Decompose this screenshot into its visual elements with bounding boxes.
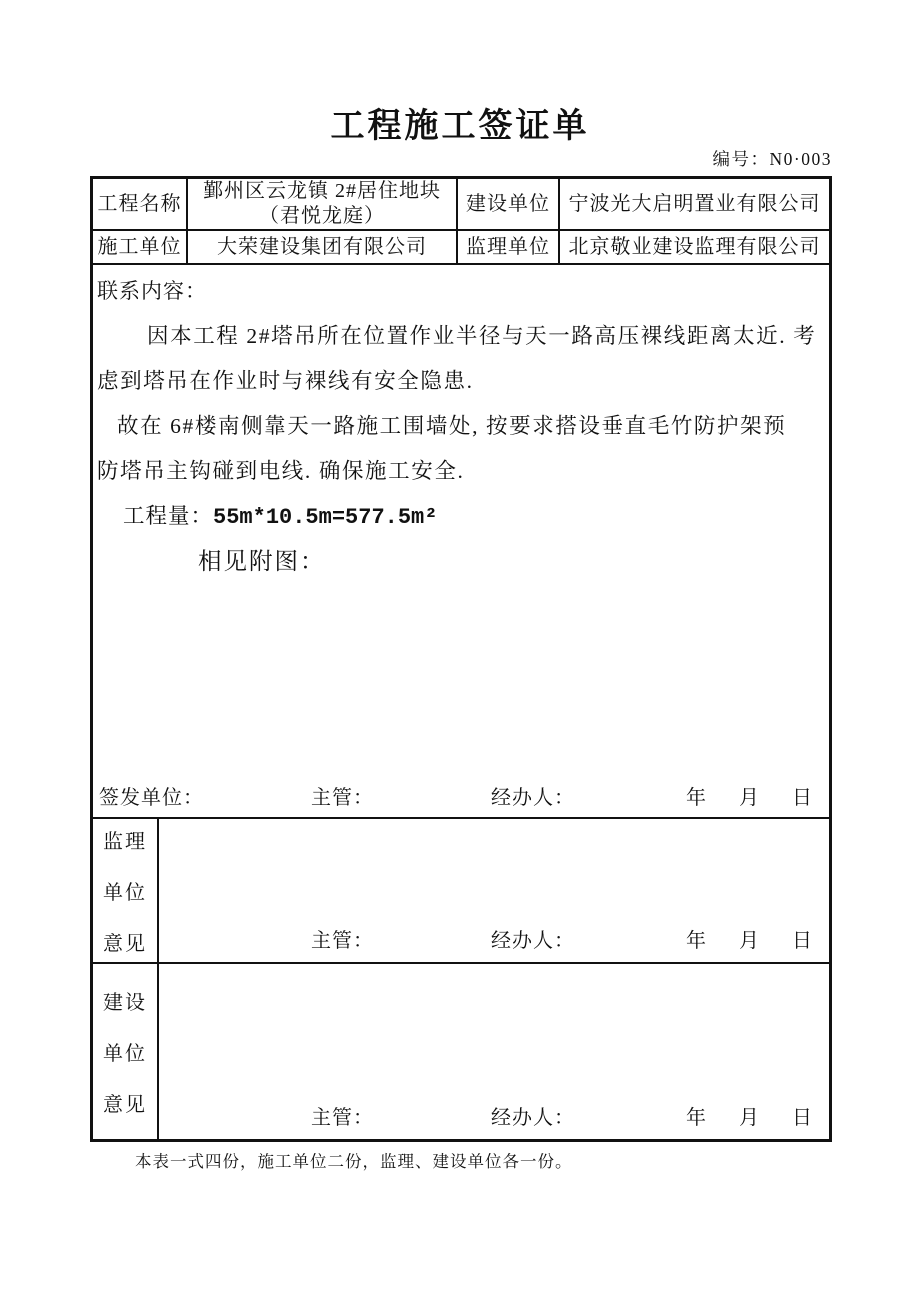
construction-month-label: 月 [739,1107,760,1129]
construction-day-label: 日 [792,1107,813,1129]
supervision-sign-line [159,924,829,952]
footer-note: 本表一式四份，施工单位二份，监理、建设单位各一份。 [135,1152,573,1171]
issue-sign-line [93,781,829,809]
project-name-line2: （君悦龙庭） [259,205,385,227]
supervision-opinion-body [159,819,829,962]
construction-opinion-row [93,964,829,1139]
supervision-handler-label: 经办人： [491,930,575,952]
construction-label-line1: 建设 [103,992,147,1014]
project-name-label: 工程名称 [93,179,188,229]
construction-manager-label: 主管： [311,1107,374,1129]
attachment-note: 相见附图： [198,549,326,575]
supervision-date-fields [686,924,813,953]
construction-handler-label: 经办人： [491,1107,575,1129]
quantity-value: 55m*10.5m=577.5m² [213,505,438,530]
project-name-value [188,179,458,229]
supervision-manager-label: 主管： [311,930,374,952]
document-number: 编号：N0·003 [712,149,832,169]
supervision-opinion-row [93,819,829,964]
issue-handler-label: 经办人： [491,787,575,809]
project-name-line1: 鄞州区云龙镇 2#居住地块 [203,180,441,202]
quantity-line [97,494,825,540]
header-row-project [93,179,829,231]
header-row-contractor [93,231,829,265]
construction-opinion-body [159,964,829,1139]
issue-month-label: 月 [739,787,760,809]
construction-unit-label: 建设单位 [458,179,560,229]
construction-year-label: 年 [686,1107,707,1129]
page-title: 工程施工签证单 [330,108,590,145]
paragraph2-line2: 防塔吊主钩碰到电线. 确保施工安全. [97,459,465,483]
supervision-label-line2: 单位 [103,882,147,904]
quantity-label: 工程量： [123,504,214,528]
issue-year-label: 年 [686,787,707,809]
contact-content-cell [93,265,829,819]
contractor-value: 大荣建设集团有限公司 [188,231,458,263]
paragraph1-line2: 虑到塔吊在作业时与裸线有安全隐患. [97,369,474,393]
supervision-day-label: 日 [792,930,813,952]
contact-content-label: 联系内容： [97,279,207,303]
construction-date-fields [686,1101,813,1130]
supervision-year-label: 年 [686,930,707,952]
construction-opinion-label [93,964,159,1139]
contractor-label: 施工单位 [93,231,188,263]
construction-unit-value: 宁波光大启明置业有限公司 [568,192,821,215]
supervision-label-line1: 监理 [103,831,147,853]
supervisor-value: 北京敬业建设监理有限公司 [568,235,821,258]
paragraph1-line1: 因本工程 2#塔吊所在位置作业半径与天一路高压裸线距离太近. 考 [147,324,817,348]
construction-label-line3: 意见 [103,1094,147,1116]
form-table [90,176,832,1142]
construction-label-line2: 单位 [103,1043,147,1065]
issue-manager-label: 主管： [311,787,374,809]
supervisor-label: 监理单位 [458,231,560,263]
issue-day-label: 日 [792,787,813,809]
supervision-month-label: 月 [739,930,760,952]
construction-sign-line [159,1101,829,1129]
contact-content-text [97,269,825,585]
issue-unit-label: 签发单位： [99,787,204,809]
supervision-opinion-label [93,819,159,962]
paragraph2-line1: 故在 6#楼南侧靠天一路施工围墙处, 按要求搭设垂直毛竹防护架预 [117,414,787,438]
issue-date-fields [686,781,813,810]
supervision-label-line3: 意见 [103,933,147,955]
